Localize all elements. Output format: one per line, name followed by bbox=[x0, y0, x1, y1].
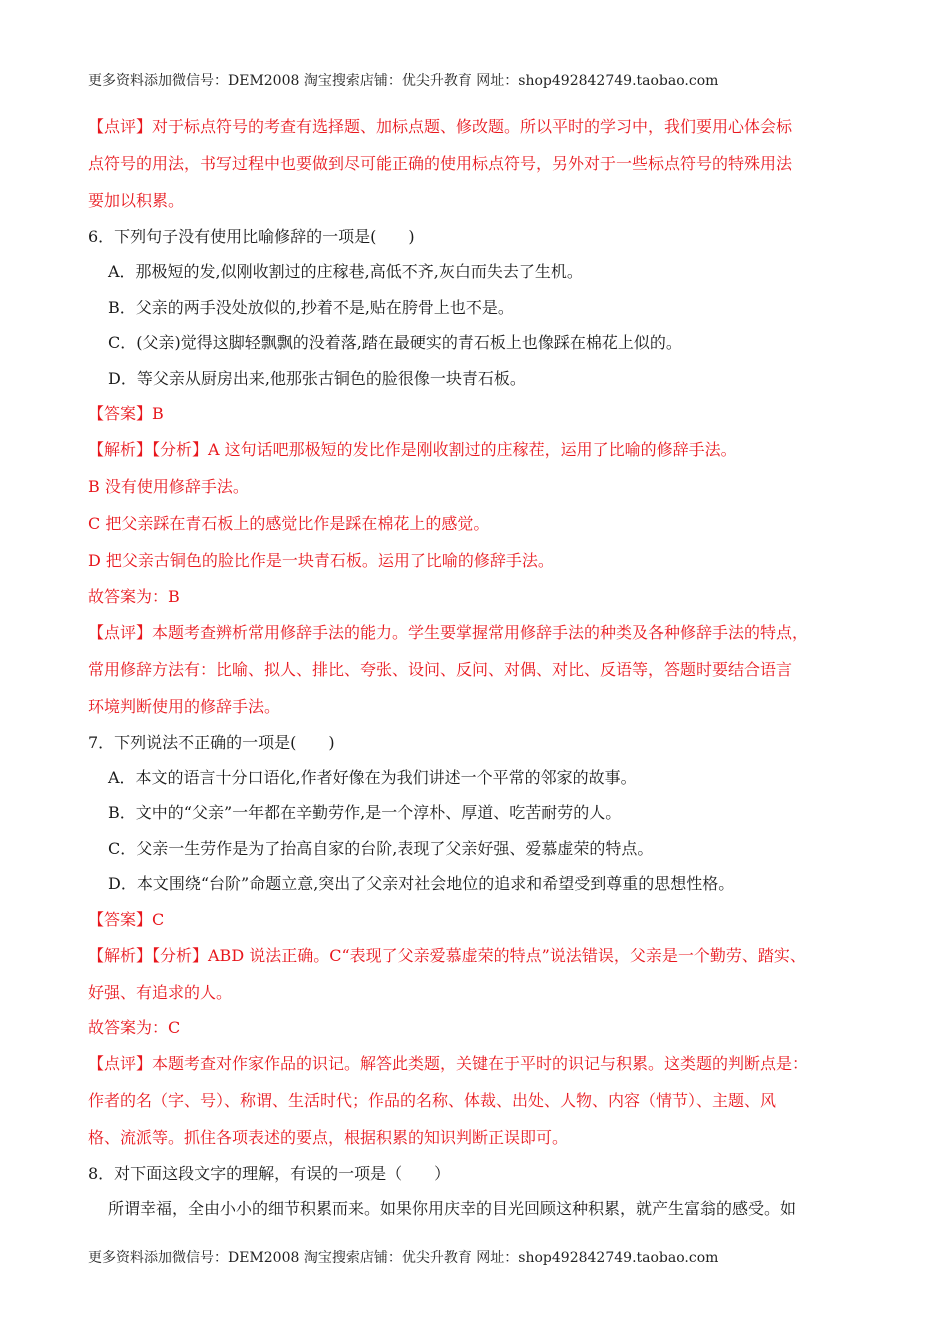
comment-line: 要加以积累。 bbox=[88, 191, 185, 210]
comment-line: 【点评】对于标点符号的考查有选择题、加标点题、修改题。所以平时的学习中，我们要用心体会标 bbox=[88, 117, 793, 136]
question-8: 8．对下面这段文字的理解，有误的一项是（ ） bbox=[88, 1164, 451, 1183]
page-footer: 更多资料添加微信号：DEM2008 淘宝搜索店铺：优尖升教育 网址：shop492842749.taobao.com bbox=[88, 1250, 719, 1266]
option-c: C．父亲一生劳作是为了抬高自家的台阶,表现了父亲好强、爱慕虚荣的特点。 bbox=[108, 839, 654, 858]
answer-line: 【答案】C bbox=[88, 910, 165, 929]
question-6: 6．下列句子没有使用比喻修辞的一项是( ) bbox=[88, 227, 415, 246]
answer-summary: 故答案为：C bbox=[88, 1018, 181, 1037]
option-d: D．等父亲从厨房出来,他那张古铜色的脸很像一块青石板。 bbox=[108, 369, 526, 388]
comment-line: 作者的名（字、号）、称谓、生活时代；作品的名称、体裁、出处、人物、内容（情节）、主题、风 bbox=[88, 1091, 777, 1110]
comment-line: 【点评】本题考查对作家作品的识记。解答此类题，关键在于平时的识记与积累。这类题的判断点是： bbox=[88, 1054, 809, 1073]
option-a: A．那极短的发,似刚收割过的庄稼巷,高低不齐,灰白而失去了生机。 bbox=[108, 262, 583, 281]
option-b: B．父亲的两手没处放似的,抄着不是,贴在胯骨上也不是。 bbox=[108, 298, 514, 317]
question-7: 7．下列说法不正确的一项是( ) bbox=[88, 733, 335, 752]
comment-line: 点符号的用法，书写过程中也要做到尽可能正确的使用标点符号，另外对于一些标点符号的特殊用法 bbox=[88, 154, 793, 173]
option-b: B．文中的“父亲”一年都在辛勤劳作,是一个淳朴、厚道、吃苦耐劳的人。 bbox=[108, 803, 622, 822]
analysis-line: 【解析】【分析】ABD 说法正确。C“表现了父亲爱慕虚荣的特点”说法错误，父亲是一个勤劳、踏实、 bbox=[88, 946, 806, 965]
analysis-line: C 把父亲踩在青石板上的感觉比作是踩在棉花上的感觉。 bbox=[88, 514, 490, 533]
comment-line: 格、流派等。抓住各项表述的要点，根据积累的知识判断正误即可。 bbox=[88, 1128, 569, 1147]
analysis-line: 【解析】【分析】A 这句话吧那极短的发比作是刚收割过的庄稼茬，运用了比喻的修辞手法。 bbox=[88, 440, 737, 459]
page-header: 更多资料添加微信号：DEM2008 淘宝搜索店铺：优尖升教育 网址：shop492842749.taobao.com bbox=[88, 73, 719, 89]
option-a: A．本文的语言十分口语化,作者好像在为我们讲述一个平常的邻家的故事。 bbox=[108, 768, 637, 787]
analysis-line: D 把父亲古铜色的脸比作是一块青石板。运用了比喻的修辞手法。 bbox=[88, 551, 554, 570]
option-c: C．(父亲)觉得这脚轻飘飘的没着落,踏在最硬实的青石板上也像踩在棉花上似的。 bbox=[108, 333, 682, 352]
answer-summary: 故答案为：B bbox=[88, 587, 180, 606]
answer-line: 【答案】B bbox=[88, 404, 164, 423]
option-d: D．本文围绕“台阶”命题立意,突出了父亲对社会地位的追求和希望受到尊重的思想性格。 bbox=[108, 874, 735, 893]
analysis-line: B 没有使用修辞手法。 bbox=[88, 477, 249, 496]
comment-line: 【点评】本题考查辨析常用修辞手法的能力。学生要掌握常用修辞手法的种类及各种修辞手法的特点， bbox=[88, 623, 809, 642]
analysis-line: 好强、有追求的人。 bbox=[88, 983, 233, 1002]
comment-line: 环境判断使用的修辞手法。 bbox=[88, 697, 281, 716]
comment-line: 常用修辞方法有：比喻、拟人、排比、夸张、设问、反问、对偶、对比、反语等，答题时要结合语言 bbox=[88, 660, 793, 679]
passage-line: 所谓幸福，全由小小的细节积累而来。如果你用庆幸的目光回顾这种积累，就产生富翁的感受。如 bbox=[108, 1199, 797, 1218]
